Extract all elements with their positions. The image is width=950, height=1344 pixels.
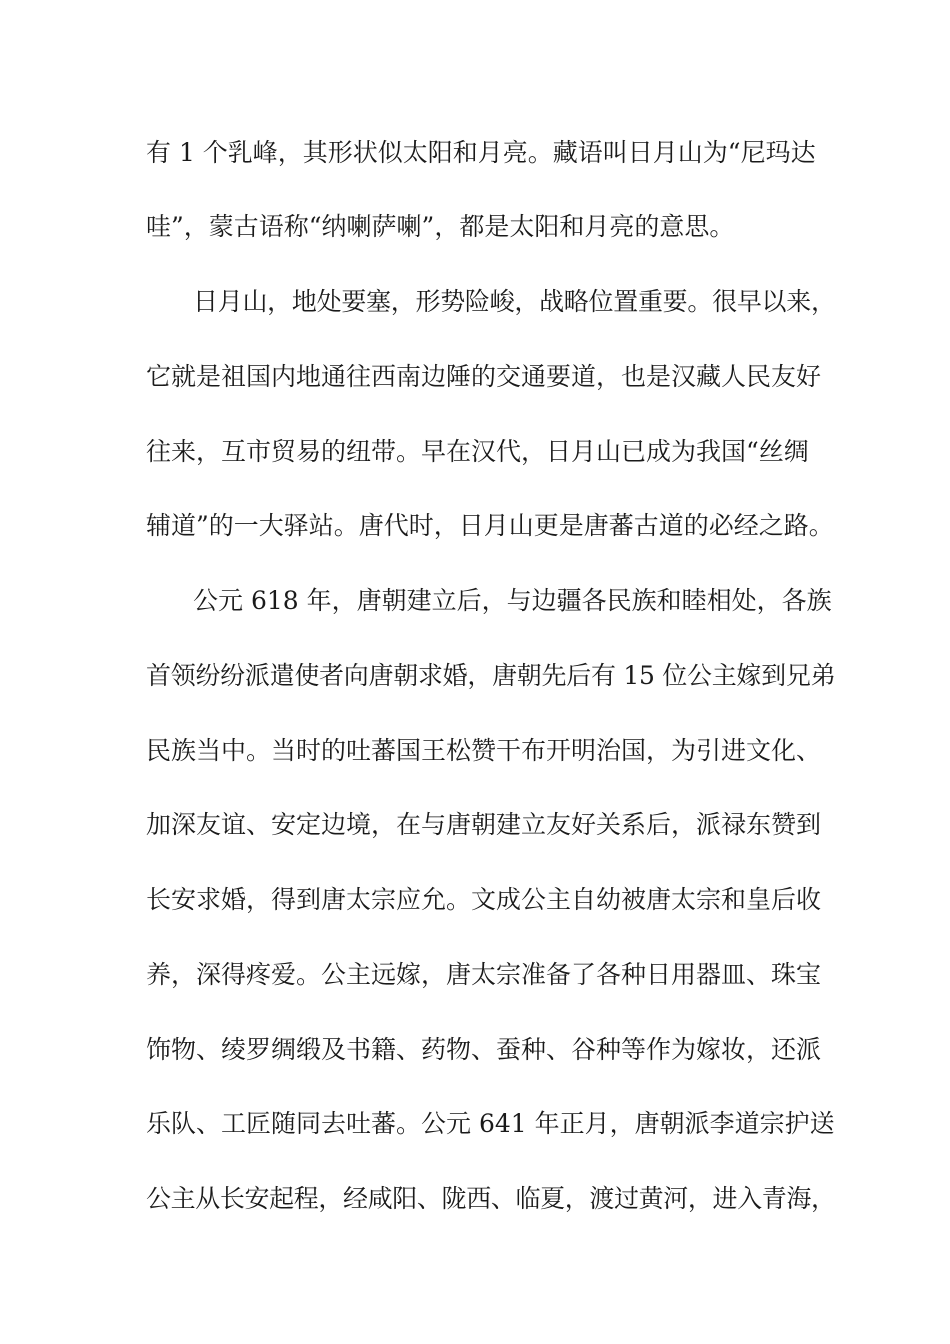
paragraph-start-line: 日月山，地处要塞，形势险峻，战略位置重要。很早以来， xyxy=(193,287,836,316)
text-line: 民族当中。当时的吐蕃国王松赞干布开明治国，为引进文化、 xyxy=(146,736,822,765)
text-line: 辅道”的一大驿站。唐代时，日月山更是唐蕃古道的必经之路。 xyxy=(146,511,834,540)
text-line: 饰物、绫罗绸缎及书籍、药物、蚕种、谷种等作为嫁妆，还派 xyxy=(146,1035,822,1064)
text-line: 加深友谊、安定边境，在与唐朝建立友好关系后，派禄东赞到 xyxy=(146,810,822,839)
text-line: 往来，互市贸易的纽带。早在汉代，日月山已成为我国“丝绸 xyxy=(146,437,809,466)
text-line: 它就是祖国内地通往西南边陲的交通要道，也是汉藏人民友好 xyxy=(146,362,822,391)
text-line: 乐队、工匠随同去吐蕃。公元 641 年正月，唐朝派李道宗护送 xyxy=(146,1109,835,1138)
paragraph-start-line: 公元 618 年，唐朝建立后，与边疆各民族和睦相处，各族 xyxy=(193,586,832,615)
text-line: 哇”，蒙古语称“纳喇萨喇”，都是太阳和月亮的意思。 xyxy=(146,212,735,241)
text-line: 长安求婚，得到唐太宗应允。文成公主自幼被唐太宗和皇后收 xyxy=(146,885,822,914)
text-line: 养，深得疼爱。公主远嫁，唐太宗准备了各种日用器皿、珠宝 xyxy=(146,960,822,989)
text-line: 首领纷纷派遣使者向唐朝求婚，唐朝先后有 15 位公主嫁到兄弟 xyxy=(146,661,836,690)
text-line: 公主从长安起程，经咸阳、陇西、临夏，渡过黄河，进入青海， xyxy=(146,1184,836,1213)
text-line: 有 1 个乳峰，其形状似太阳和月亮。藏语叫日月山为“尼玛达 xyxy=(146,138,816,167)
